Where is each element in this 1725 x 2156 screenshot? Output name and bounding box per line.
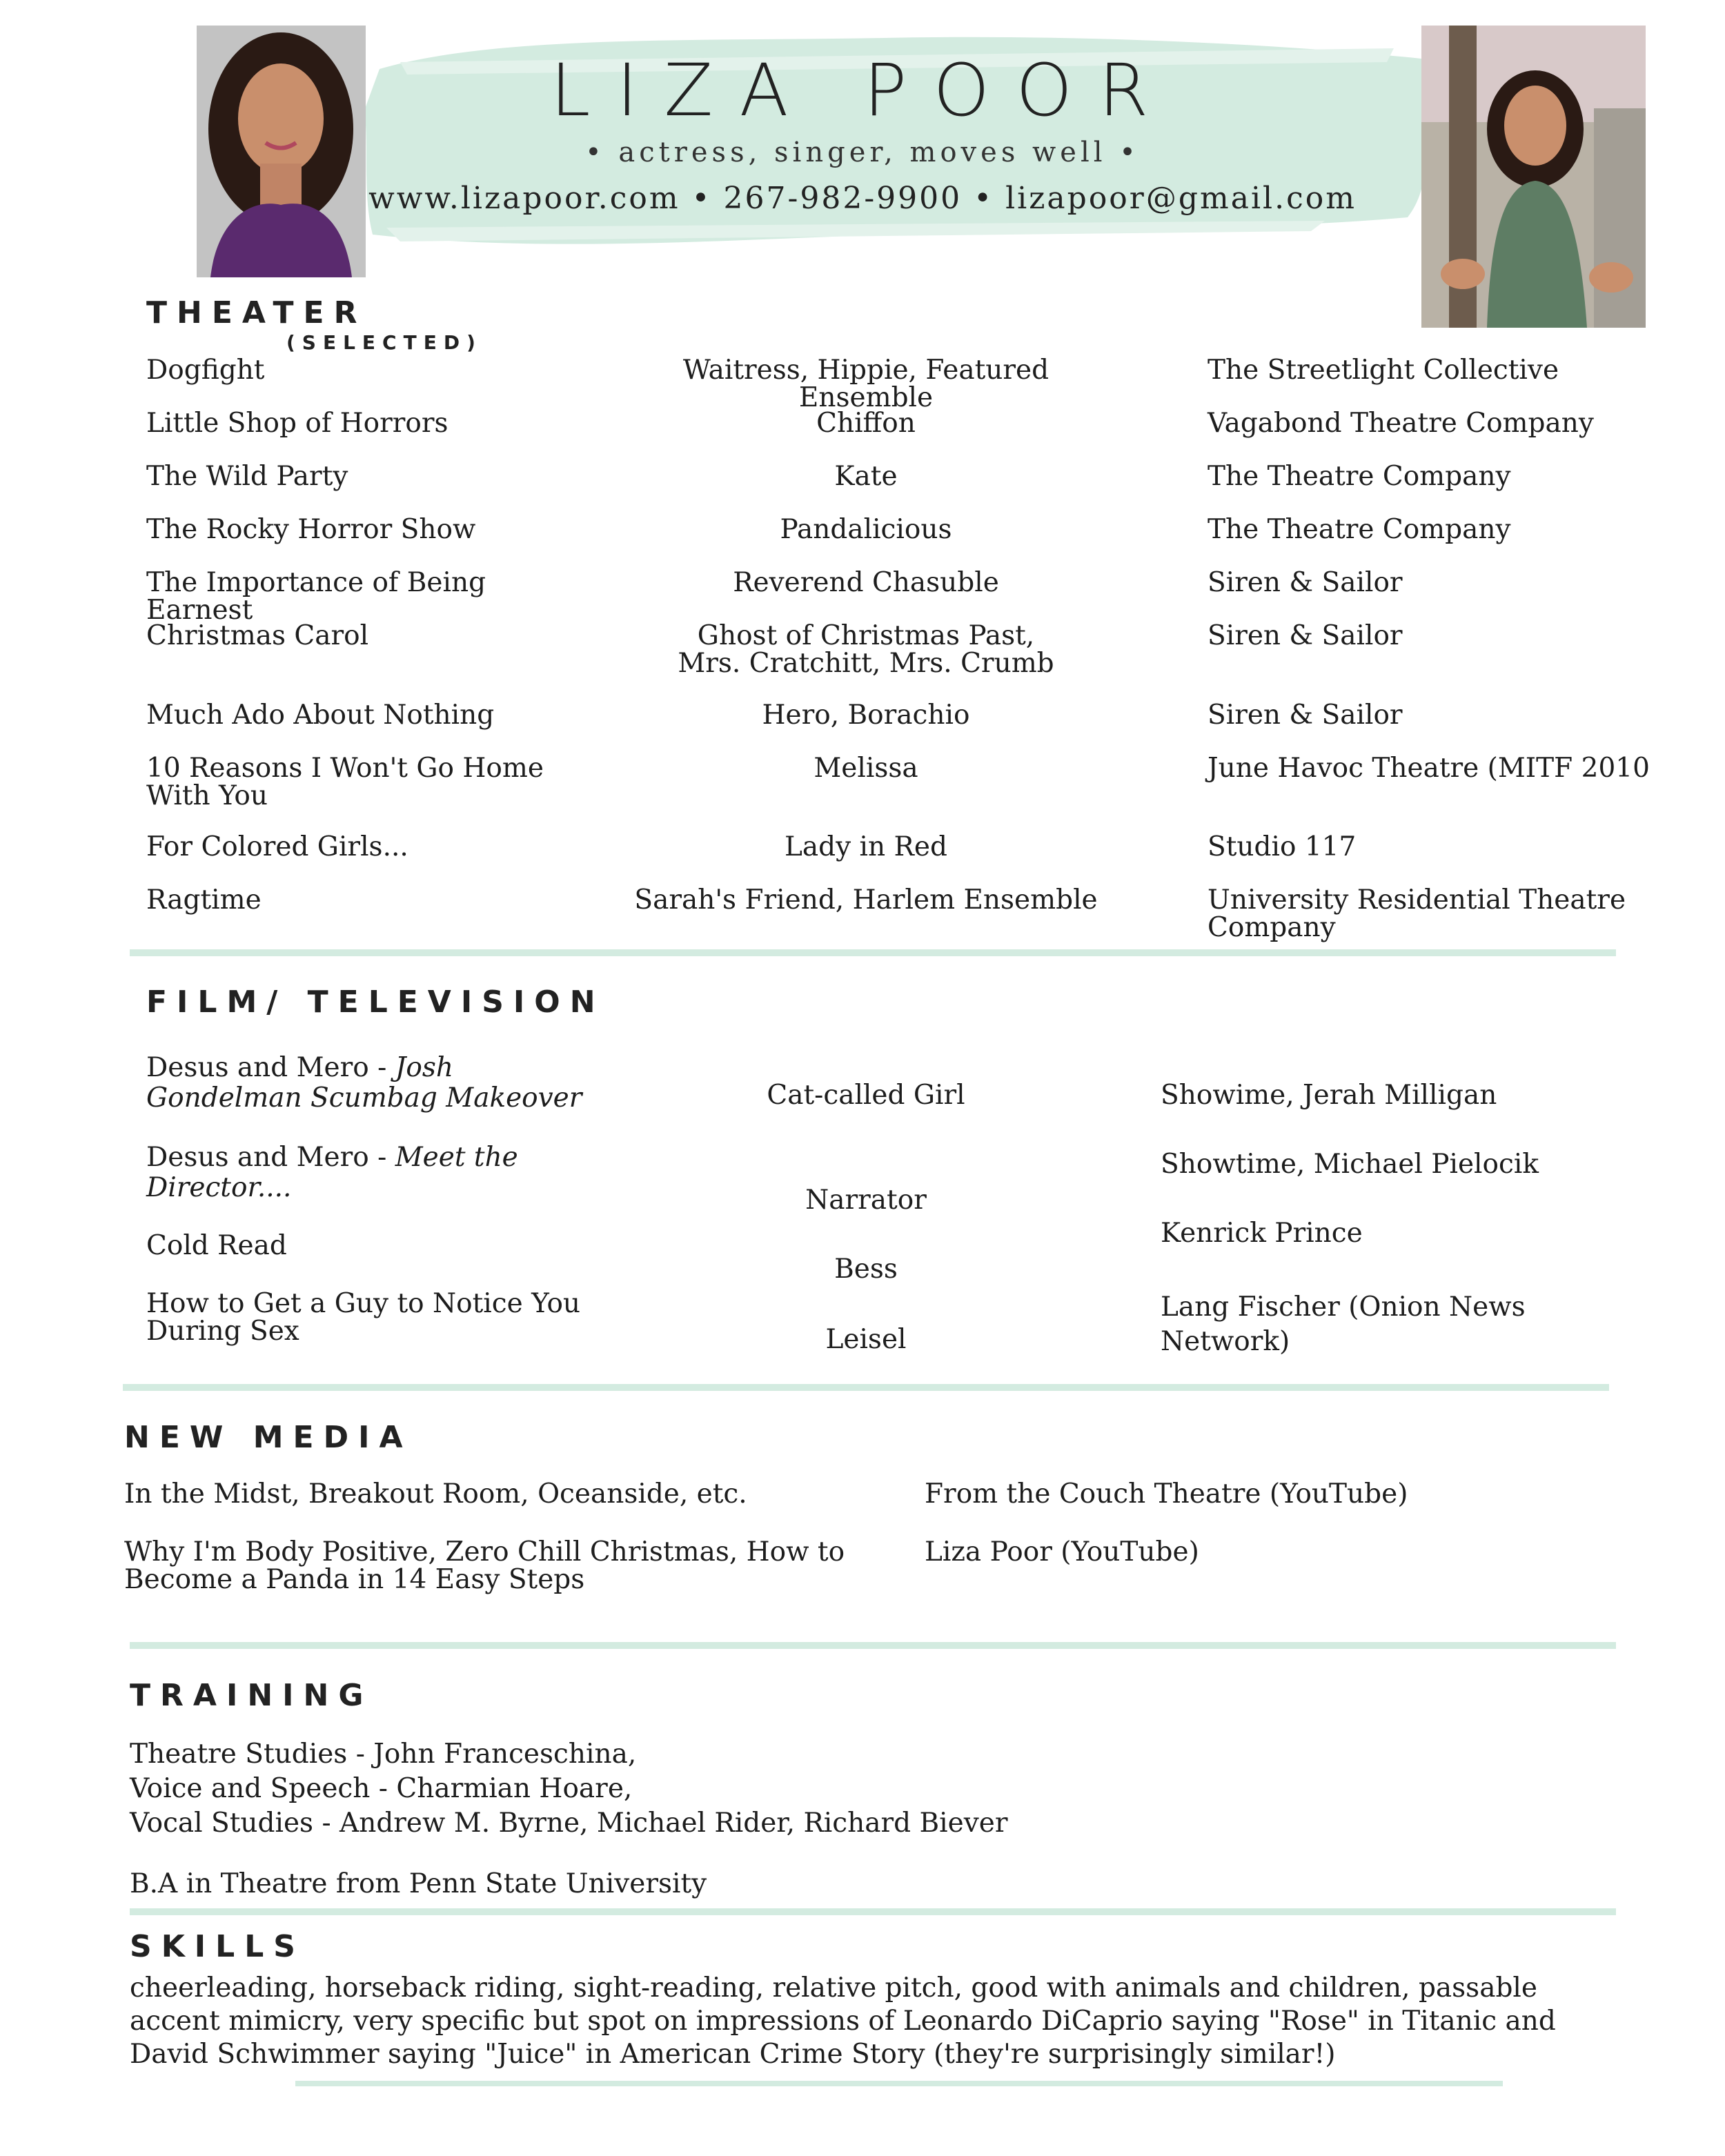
film-title (146, 1232, 595, 1260)
theater-show: The Importance of Being Earnest (146, 567, 486, 626)
film-title (146, 1143, 595, 1203)
theater-role: Ghost of Christmas Past, Mrs. Cratchitt, Mrs. Crumb (678, 620, 1054, 679)
film-credit: Kenrick Prince (1161, 1218, 1363, 1249)
theater-company: Siren & Sailor (1208, 700, 1403, 731)
theater-heading: THEATER (146, 295, 367, 330)
film-role: Cat-called Girl (767, 1080, 965, 1111)
theater-role: Chiffon (816, 408, 916, 439)
theater-show: The Rocky Horror Show (146, 514, 476, 545)
training-degree: B.A in Theatre from Penn State University (130, 1868, 707, 1899)
theater-company: The Theatre Company (1208, 514, 1511, 545)
film-heading: FILM/ TELEVISION (146, 985, 605, 1020)
theater-role: Lady in Red (785, 831, 947, 862)
film-credit: Showime, Jerah Milligan (1161, 1080, 1497, 1111)
training-heading: TRAINING (130, 1678, 373, 1713)
theater-company: The Streetlight Collective (1208, 355, 1559, 386)
theater-role: Sarah's Friend, Harlem Ensemble (634, 884, 1098, 916)
film-role: Bess (834, 1254, 898, 1285)
training-line: Voice and Speech - Charmian Hoare, (130, 1773, 633, 1804)
film-credit: Showtime, Michael Pielocik (1161, 1149, 1539, 1180)
section-divider (130, 1642, 1616, 1649)
section-divider (130, 1908, 1616, 1915)
theater-show: Much Ado About Nothing (146, 700, 495, 731)
theater-role: Waitress, Hippie, Featured Ensemble (682, 355, 1049, 413)
film-title-episode: Josh Gondelman Scumbag Makeover (146, 1052, 582, 1114)
film-title-prefix: Desus and Mero - (146, 1052, 395, 1083)
film-role: Narrator (805, 1185, 927, 1216)
theater-role: Melissa (814, 753, 918, 784)
new-media-title: Why I'm Body Positive, Zero Chill Christmas, How to Become a Panda in 14 Easy Steps (124, 1536, 845, 1595)
theater-role: Reverend Chasuble (733, 567, 999, 598)
theater-role: Hero, Borachio (762, 700, 970, 731)
theater-company: Siren & Sailor (1208, 567, 1403, 598)
skills-heading: SKILLS (130, 1929, 305, 1964)
section-divider (130, 949, 1616, 956)
theater-company: Siren & Sailor (1208, 620, 1403, 651)
new-media-heading: NEW MEDIA (124, 1420, 413, 1455)
section-divider (123, 1384, 1609, 1391)
new-media-channel: From the Couch Theatre (YouTube) (925, 1478, 1408, 1510)
theater-show: Dogfight (146, 355, 265, 386)
contact-info: www.lizapoor.com • 267-982-9900 • lizapoor@gmail.com (368, 181, 1357, 216)
film-title-prefix: Desus and Mero - (146, 1142, 395, 1173)
theater-show: Christmas Carol (146, 620, 369, 651)
theater-role: Pandalicious (780, 514, 952, 545)
tagline: • actress, singer, moves well • (585, 137, 1140, 168)
film-title-prefix: Cold Read (146, 1230, 287, 1261)
theater-show: Little Shop of Horrors (146, 408, 448, 439)
film-title (146, 1053, 595, 1114)
film-credit: Lang Fischer (Onion News Network) (1161, 1292, 1526, 1357)
theater-subheading: (SELECTED) (286, 331, 482, 354)
theater-show: 10 Reasons I Won't Go Home With You (146, 753, 544, 811)
theater-company: The Theatre Company (1208, 461, 1511, 492)
theater-company: Studio 117 (1208, 831, 1357, 862)
theater-show: The Wild Party (146, 461, 348, 492)
training-line: Theatre Studies - John Franceschina, (130, 1739, 637, 1770)
theater-show: For Colored Girls... (146, 831, 408, 862)
new-media-title: In the Midst, Breakout Room, Oceanside, etc. (124, 1478, 747, 1510)
film-role: Leisel (825, 1324, 907, 1355)
theater-role: Kate (834, 461, 898, 492)
actor-name: LIZA POOR (550, 48, 1175, 132)
film-title-episode: Meet the Director.... (146, 1142, 518, 1203)
theater-company: June Havoc Theatre (MITF 2010 (1208, 753, 1650, 784)
training-line: Vocal Studies - Andrew M. Byrne, Michael Rider, Richard Biever (130, 1808, 1008, 1839)
film-title-prefix: How to Get a Guy to Notice You During Sex (146, 1288, 581, 1347)
skills-text: cheerleading, horseback riding, sight-reading, relative pitch, good with animals and children, passable accent mimicry, very specific but spot on impressions of Leonardo DiCaprio saying "Rose" in Titanic and David Schwimmer saying "Juice" in American Crime Story (they're surprisingly similar!) (130, 1972, 1556, 2070)
theater-company: Vagabond Theatre Company (1208, 408, 1594, 439)
theater-company: University Residential Theatre Company (1208, 884, 1626, 943)
theater-show: Ragtime (146, 884, 262, 916)
footer-divider (295, 2081, 1503, 2086)
film-title (146, 1290, 595, 1345)
new-media-channel: Liza Poor (YouTube) (925, 1536, 1199, 1567)
